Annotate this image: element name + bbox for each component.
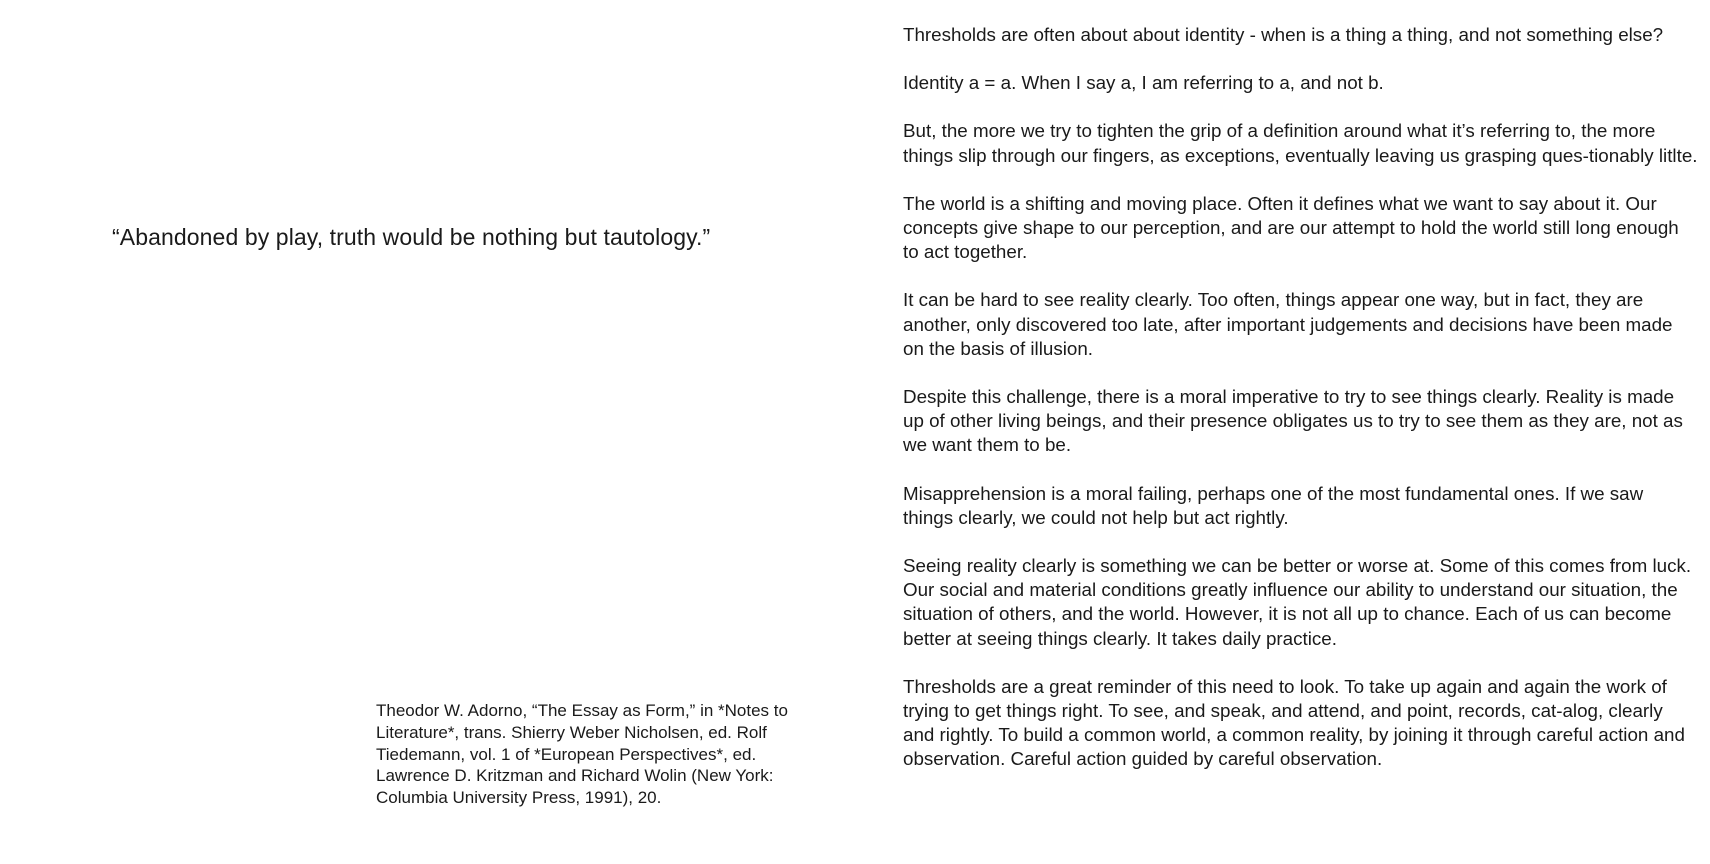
right-page-essay	[903, 23, 1698, 796]
paragraph-5: It can be hard to see reality clearly. Too often, things appear one way, but in fact, they are another, only discovered too late, after important judgements and decisions have been made on the basis of illusion.	[903, 289, 1673, 359]
paragraph-1: Thresholds are often about about identity - when is a thing a thing, and not something else?	[903, 24, 1664, 45]
paragraph-6: Despite this challenge, there is a moral imperative to try to see things clearly. Reality is made up of other living beings, and their presence obligates us to try to see them as they are, not as we want them to be.	[903, 386, 1683, 456]
paragraph-8: Seeing reality clearly is something we can be better or worse at. Some of this comes from luck. Our social and material conditions greatly influence our ability to understand our situation, the situation of others, and the world. However, it is not all up to chance. Each of us can become better at seeing things clearly. It takes daily practice.	[903, 555, 1692, 649]
paragraph-2: Identity a = a. When I say a, I am referring to a, and not b.	[903, 72, 1384, 94]
paragraph-3: But, the more we try to tighten the grip of a definition around what it’s referring to, the more things slip through our fingers, as exceptions, eventually leaving us grasping ques-tionably litlte.	[903, 120, 1698, 166]
epigraph-quote: “Abandoned by play, truth would be nothing but tautology.”	[112, 224, 711, 250]
paragraph-9: Thresholds are a great reminder of this need to look. To take up again and again the work of trying to get things right. To see, and speak, and attend, and point, records, cat-alog, clearly and rightly. To build a common world, a common reality, by joining it through careful action and observation. Careful action guided by careful observation.	[903, 675, 1685, 770]
paragraph-7: Misapprehension is a moral failing, perhaps one of the most fundamental ones. If we saw things clearly, we could not help but act rightly.	[903, 482, 1644, 528]
paragraph-4: The world is a shifting and moving place. Often it defines what we want to say about it. Our concepts give shape to our perception, and are our attempt to hold the world still long enough to act together.	[903, 192, 1679, 263]
epigraph-citation: Theodor W. Adorno, “The Essay as Form,” in *Notes to Literature*, trans. Shierry Weber Nicholsen, ed. Rolf Tiedemann, vol. 1 of *European Perspectives*, ed. Lawrence D. Kritzman and Richard Wolin (New York: Columbia University Press, 1991), 20.	[376, 701, 788, 808]
